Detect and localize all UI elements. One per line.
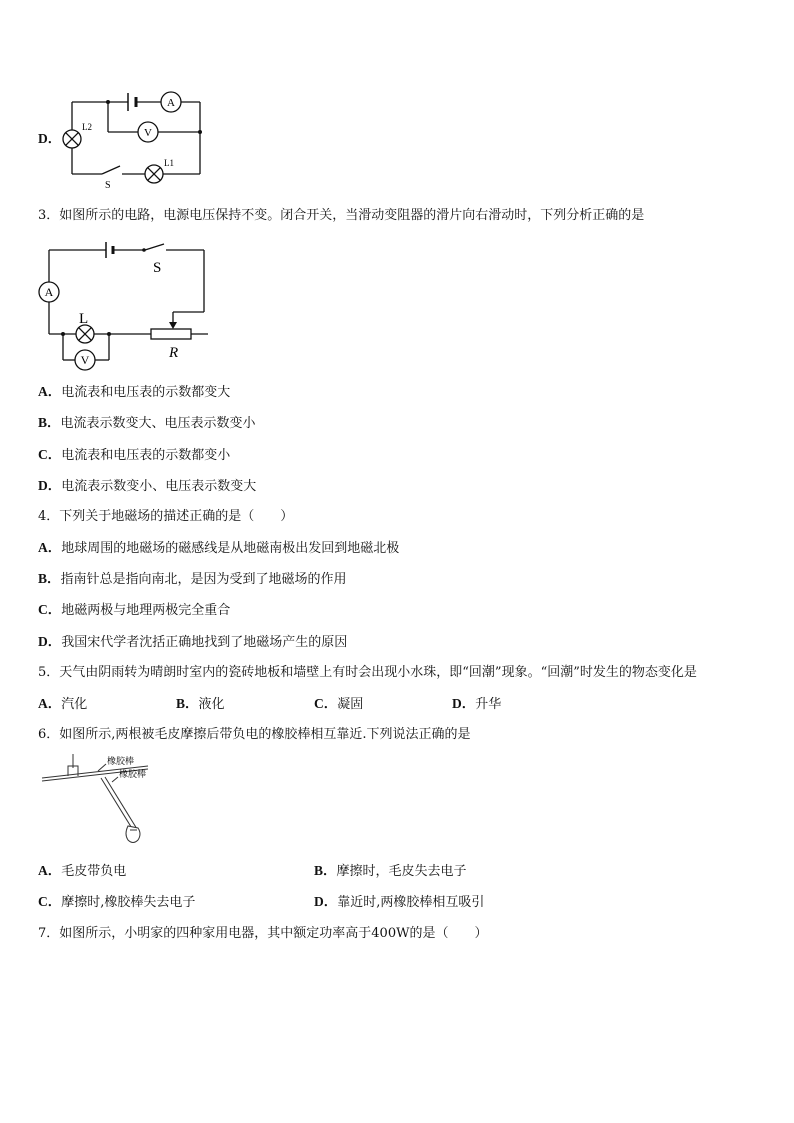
q4-option-d: D．我国宋代学者沈括正确地找到了地磁场产生的原因 bbox=[38, 634, 348, 650]
svg-text:V: V bbox=[144, 127, 152, 139]
q2-option-d-circuit-diagram bbox=[60, 86, 210, 194]
q3-option-d: D．电流表示数变小、电压表示数变大 bbox=[38, 478, 257, 494]
q6-rubber-rods-figure bbox=[38, 752, 168, 856]
q5-option-d: D．升华 bbox=[452, 696, 502, 712]
svg-text:L2: L2 bbox=[82, 122, 92, 132]
svg-text:A: A bbox=[44, 285, 54, 299]
q6-option-c: C．摩擦时,橡胶棒失去电子 bbox=[38, 894, 196, 910]
q4-option-a: A．地球周围的地磁场的磁感线是从地磁南极出发回到地磁北极 bbox=[38, 540, 400, 556]
q6-option-a: A．毛皮带负电 bbox=[38, 863, 127, 879]
svg-text:L: L bbox=[79, 311, 89, 327]
q5-option-b: B．液化 bbox=[176, 696, 225, 712]
q5-option-a: A．汽化 bbox=[38, 696, 88, 712]
voltmeter-symbol bbox=[138, 122, 158, 142]
q3-option-a: A．电流表和电压表的示数都变大 bbox=[38, 384, 231, 400]
svg-text:R: R bbox=[169, 345, 179, 361]
q5-option-c: C．凝固 bbox=[314, 696, 364, 712]
q3-stem: 3．如图所示的电路，电源电压保持不变。闭合开关，当滑动变阻器的滑片向右滑动时，下列分析正确的是 bbox=[38, 208, 645, 223]
ammeter-symbol bbox=[161, 92, 181, 112]
q5-stem: 5．天气由阴雨转为晴朗时室内的瓷砖地板和墙壁上有时会出现小水珠，即“回潮”现象。“回潮”时发生的物态变化是 bbox=[38, 665, 697, 680]
svg-text:橡胶棒: 橡胶棒 bbox=[107, 756, 135, 766]
ammeter-symbol bbox=[39, 282, 59, 302]
svg-text:A: A bbox=[167, 97, 175, 109]
q6-option-d: D．靠近时,两橡胶棒相互吸引 bbox=[314, 894, 485, 910]
svg-text:L1: L1 bbox=[164, 158, 174, 168]
lamp-l2-symbol bbox=[63, 130, 81, 148]
q3-option-b: B．电流表示数变大、电压表示数变小 bbox=[38, 415, 256, 431]
rheostat-symbol bbox=[151, 329, 191, 339]
svg-text:V: V bbox=[80, 353, 90, 367]
lamp-l-symbol bbox=[76, 325, 94, 343]
q2-option-d-label: D． bbox=[38, 131, 62, 146]
q3-option-c: C．电流表和电压表的示数都变小 bbox=[38, 447, 231, 463]
q4-stem: 4．下列关于地磁场的描述正确的是（ ） bbox=[38, 509, 294, 524]
lamp-l1-symbol bbox=[145, 165, 163, 183]
q4-option-b: B．指南针总是指向南北，是因为受到了地磁场的作用 bbox=[38, 571, 347, 587]
svg-text:橡胶棒: 橡胶棒 bbox=[119, 769, 147, 779]
voltmeter-symbol bbox=[75, 350, 95, 370]
q3-circuit-diagram bbox=[36, 236, 216, 380]
q4-option-c: C．地磁两极与地理两极完全重合 bbox=[38, 602, 231, 618]
q7-stem: 7．如图所示，小明家的四种家用电器，其中额定功率高于400W的是（ ） bbox=[38, 926, 488, 941]
svg-text:S: S bbox=[153, 260, 162, 276]
q6-stem: 6．如图所示,两根被毛皮摩擦后带负电的橡胶棒相互靠近.下列说法正确的是 bbox=[38, 727, 471, 742]
svg-text:S: S bbox=[105, 180, 111, 190]
q6-option-b: B．摩擦时，毛皮失去电子 bbox=[314, 863, 467, 879]
